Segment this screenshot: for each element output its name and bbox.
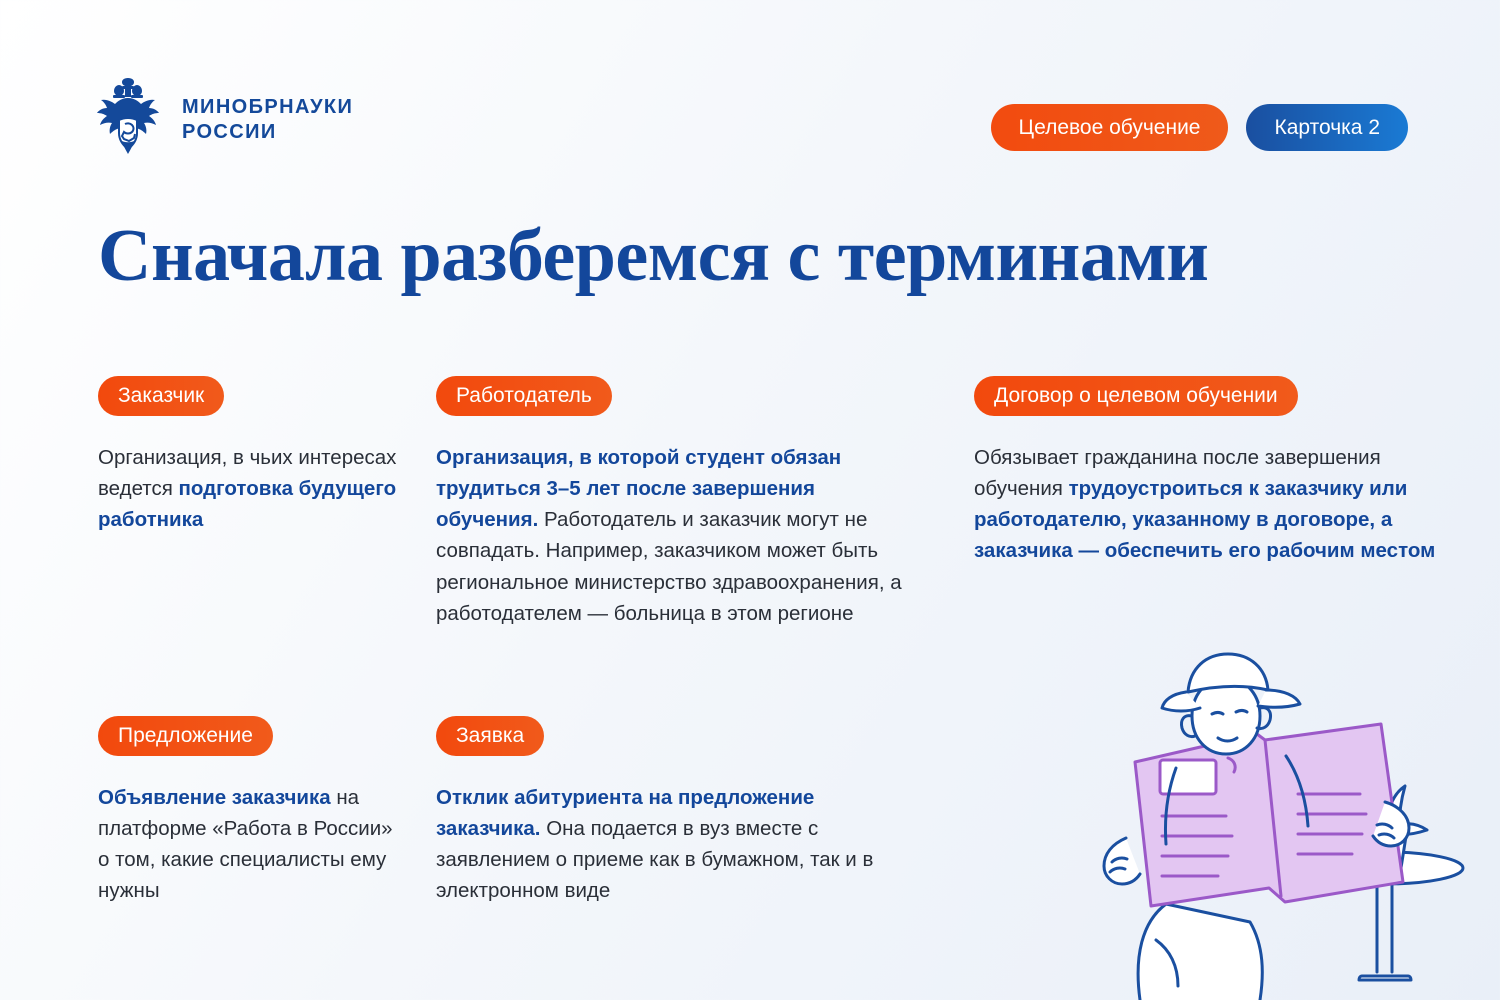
term-chip: Предложение — [98, 716, 273, 756]
tag-card-number: Карточка 2 — [1246, 104, 1408, 151]
term-chip: Заявка — [436, 716, 544, 756]
term-description: Объявление заказчика на платформе «Работа в России» о том, какие специалисты ему нужны — [98, 786, 393, 903]
brand-name-line1: МИНОБРНАУКИ — [182, 96, 354, 118]
term-zakazchik — [98, 376, 398, 535]
term-description: Организация, в чьих интересах ведется подготовка будущего работника — [98, 446, 397, 532]
term-chip: Работодатель — [436, 376, 612, 416]
column-2 — [436, 376, 906, 903]
term-zayavka — [436, 716, 906, 907]
column-3 — [974, 376, 1444, 567]
brand-name — [182, 95, 353, 145]
term-description: Организация, в которой студент обязан трудиться 3–5 лет после завершения обучения. Работодатель и заказчик могут не совпадать. Например, заказчиком может быть региональное министерство здравоохранения, а работодателем — больница в этом регионе — [436, 446, 902, 625]
term-chip: Заказчик — [98, 376, 224, 416]
term-predlozhenie — [98, 716, 398, 907]
brand-name-line2: РОССИИ — [182, 121, 277, 143]
term-description: Отклик абитуриента на предложение заказчика. Она подается в вуз вместе с заявлением о приеме как в бумажном, так и в электронном виде — [436, 786, 874, 903]
russian-coat-of-arms-icon — [92, 78, 164, 162]
page-title: Сначала разберемся с терминами — [98, 215, 1209, 297]
column-1 — [98, 376, 398, 903]
header-tags — [991, 104, 1408, 151]
page-header — [92, 78, 1408, 148]
man-reading-newspaper-illustration — [930, 580, 1490, 1000]
term-rabotodatel — [436, 376, 906, 629]
term-dogovor — [974, 376, 1444, 567]
tag-topic: Целевое обучение — [991, 104, 1229, 151]
term-chip: Договор о целевом обучении — [974, 376, 1298, 416]
term-description: Обязывает гражданина после завершения обучения трудоустроиться к заказчику или работодателю, указанному в договоре, а заказчика — обеспечить его рабочим местом — [974, 446, 1436, 563]
